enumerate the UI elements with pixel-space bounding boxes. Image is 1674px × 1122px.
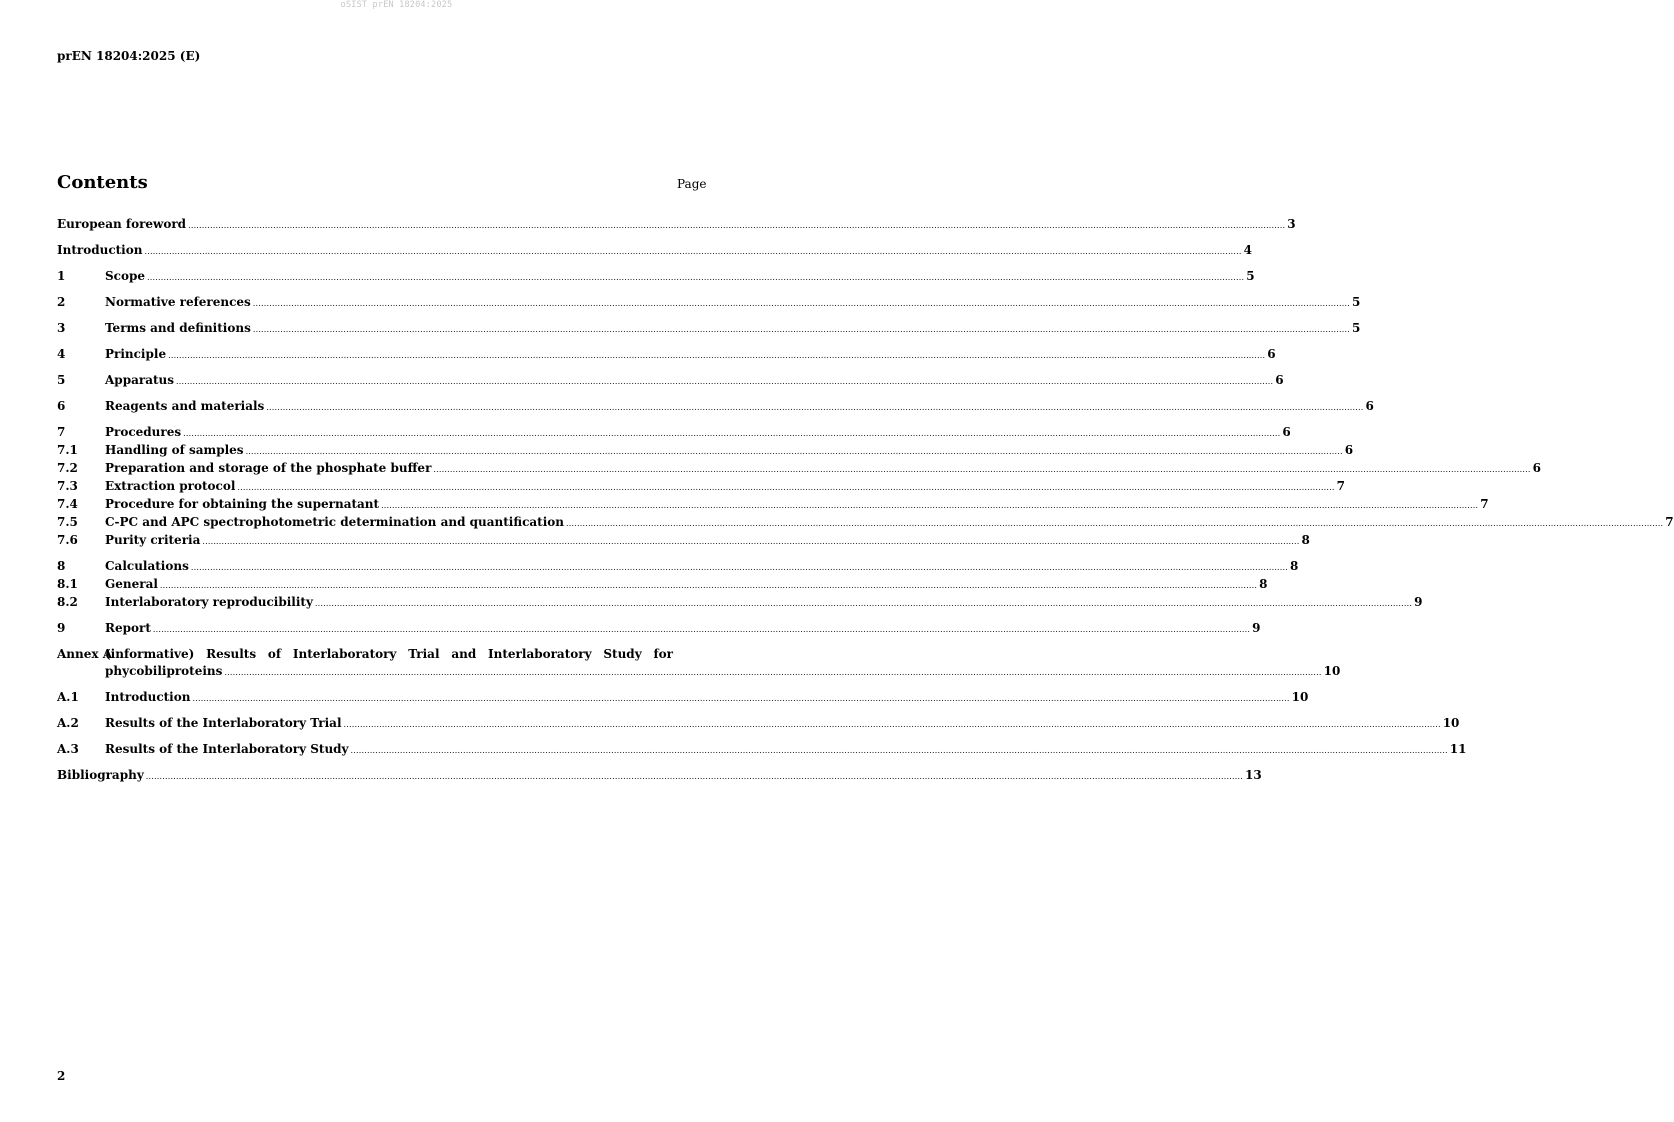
toc-entry-page: 6: [1282, 425, 1291, 439]
toc-entry-page: 10: [1291, 690, 1309, 704]
toc-entry-title: Principle: [105, 347, 167, 361]
leader-dots: ................................................................................................................................................................................................................................................................................................................................................................................................................: [192, 694, 1290, 703]
toc-entry-page: 5: [1352, 321, 1361, 335]
toc-entry-2[interactable]: [57, 294, 1361, 312]
leader-dots: ................................................................................................................................................................................................................................................................................................................................................................................................................: [159, 581, 1258, 590]
toc-entry-foreword[interactable]: [57, 216, 1296, 234]
leader-dots: ................................................................................................................................................................................................................................................................................................................................................................................................................: [152, 625, 1251, 634]
toc-entry-page: 6: [1267, 347, 1276, 361]
toc-entry-1[interactable]: [57, 268, 1255, 286]
toc-entry-a-3[interactable]: [57, 741, 1467, 759]
page-column-label: Page: [677, 177, 707, 191]
toc-entry-number: A.1: [57, 690, 79, 704]
contents-title: Contents: [57, 172, 148, 193]
leader-dots: ................................................................................................................................................................................................................................................................................................................................................................................................................: [381, 501, 1479, 510]
toc-entry-title: Introduction: [57, 243, 143, 257]
toc-entry-annex-a[interactable]: [57, 646, 1341, 681]
toc-entry-7-3[interactable]: [57, 478, 1345, 496]
toc-entry-number: 8.1: [57, 577, 78, 591]
toc-entry-title: Interlaboratory reproducibility: [105, 595, 313, 609]
toc-entry-page: 10: [1442, 716, 1460, 730]
toc-entry-page: 4: [1243, 243, 1253, 257]
watermark: oSIST prEN 18204:2025: [340, 0, 453, 10]
toc-entry-title: Handling of samples: [105, 443, 244, 457]
toc-entry-title: Preparation and storage of the phosphate buffer: [105, 461, 432, 475]
leader-dots: ................................................................................................................................................................................................................................................................................................................................................................................................................: [343, 720, 1441, 729]
toc-entry-7-5[interactable]: [57, 514, 1674, 532]
leader-dots: ................................................................................................................................................................................................................................................................................................................................................................................................................: [252, 325, 1351, 334]
toc-entry-7-2[interactable]: [57, 460, 1541, 478]
toc-entry-title: General: [105, 577, 158, 591]
leader-dots: ................................................................................................................................................................................................................................................................................................................................................................................................................: [168, 351, 1266, 360]
toc-entry-page: 8: [1259, 577, 1268, 591]
leader-dots: ................................................................................................................................................................................................................................................................................................................................................................................................................: [433, 465, 1531, 474]
toc-entry-7-1[interactable]: [57, 442, 1354, 460]
leader-dots: ................................................................................................................................................................................................................................................................................................................................................................................................................: [566, 519, 1664, 528]
toc-entry-title: Results of the Interlaboratory Trial: [105, 716, 342, 730]
toc-entry-page: 3: [1287, 217, 1296, 231]
leader-dots: ................................................................................................................................................................................................................................................................................................................................................................................................................: [183, 429, 1281, 438]
toc-entry-title: Purity criteria: [105, 533, 201, 547]
toc-entry-a-2[interactable]: [57, 715, 1460, 733]
toc-entry-page: 5: [1351, 295, 1361, 309]
toc-entry-page: 6: [1344, 443, 1354, 457]
toc-entry-title: Bibliography: [57, 768, 144, 782]
toc-entry-number: 6: [57, 399, 66, 413]
leader-dots: ................................................................................................................................................................................................................................................................................................................................................................................................................: [145, 772, 1243, 781]
toc-entry-title: Calculations: [105, 559, 189, 573]
toc-entry-page: 6: [1365, 399, 1374, 413]
leader-dots: ................................................................................................................................................................................................................................................................................................................................................................................................................: [188, 221, 1286, 230]
toc-entry-title: Normative references: [105, 295, 251, 309]
toc-entry-number: 7.4: [57, 497, 78, 511]
toc-entry-title: Procedures: [105, 425, 182, 439]
leader-dots: ................................................................................................................................................................................................................................................................................................................................................................................................................: [252, 299, 1350, 308]
toc-entry-number: 2: [57, 295, 66, 309]
toc-entry-8-2[interactable]: [57, 594, 1423, 612]
toc-entry-number: 9: [57, 621, 66, 635]
toc-entry-a-1[interactable]: [57, 689, 1309, 707]
leader-dots: ................................................................................................................................................................................................................................................................................................................................................................................................................: [237, 483, 1335, 492]
toc-entry-page: 6: [1532, 461, 1541, 475]
leader-dots: ................................................................................................................................................................................................................................................................................................................................................................................................................: [144, 247, 1242, 256]
toc-entry-page: 6: [1275, 373, 1284, 387]
toc-entry-number: 8.2: [57, 595, 78, 609]
toc-entry-number: 7.1: [57, 443, 78, 457]
toc-entry-7[interactable]: [57, 424, 1291, 442]
toc-entry-page: 9: [1252, 621, 1261, 635]
leader-dots: ................................................................................................................................................................................................................................................................................................................................................................................................................: [202, 537, 1300, 546]
toc-entry-page: 8: [1301, 533, 1310, 547]
leader-dots: ................................................................................................................................................................................................................................................................................................................................................................................................................: [147, 273, 1245, 282]
toc-entry-number: A.2: [57, 716, 79, 730]
toc-entry-title: Scope: [105, 269, 146, 283]
toc-entry-page: 7: [1336, 479, 1345, 493]
toc-entry-number: 3: [57, 321, 66, 335]
toc-entry-page: 8: [1290, 559, 1299, 573]
toc-entry-page: 5: [1246, 269, 1255, 283]
toc-entry-title: Report: [105, 621, 151, 635]
annex-label: Annex A: [57, 647, 113, 661]
annex-title-line1: (informative) Results of Interlaboratory Trial and Interlaboratory Study for: [105, 647, 673, 661]
toc-entry-page: 9: [1414, 595, 1423, 609]
toc-entry-number: 7.5: [57, 515, 78, 529]
leader-dots: ................................................................................................................................................................................................................................................................................................................................................................................................................: [176, 377, 1274, 386]
toc-entry-9[interactable]: [57, 620, 1261, 638]
toc-entry-title: Results of the Interlaboratory Study: [105, 742, 349, 756]
toc-entry-number: 7.3: [57, 479, 78, 493]
toc-entry-number: 1: [57, 269, 66, 283]
table-of-contents: [57, 216, 1674, 785]
toc-entry-number: 5: [57, 373, 66, 387]
toc-entry-title: Apparatus: [105, 373, 174, 387]
toc-entry-title: Reagents and materials: [105, 399, 265, 413]
toc-entry-number: A.3: [57, 742, 79, 756]
toc-entry-number: 4: [57, 347, 66, 361]
toc-entry-4[interactable]: [57, 346, 1276, 364]
toc-entry-3[interactable]: [57, 320, 1361, 338]
toc-entry-title: Procedure for obtaining the supernatant: [105, 497, 380, 511]
leader-dots: ................................................................................................................................................................................................................................................................................................................................................................................................................: [266, 403, 1364, 412]
toc-entry-page: 7: [1665, 515, 1674, 529]
leader-dots: ................................................................................................................................................................................................................................................................................................................................................................................................................: [245, 447, 1343, 456]
leader-dots: ................................................................................................................................................................................................................................................................................................................................................................................................................: [314, 599, 1413, 608]
leader-dots: ................................................................................................................................................................................................................................................................................................................................................................................................................: [350, 746, 1448, 755]
document-id: prEN 18204:2025 (E): [57, 49, 201, 63]
toc-entry-number: 8: [57, 559, 66, 573]
leader-dots: ................................................................................................................................................................................................................................................................................................................................................................................................................: [224, 668, 1322, 677]
toc-entry-title: Terms and definitions: [105, 321, 251, 335]
toc-entry-6[interactable]: [57, 398, 1374, 416]
toc-entry-introduction[interactable]: [57, 242, 1253, 260]
toc-entry-bibliography[interactable]: [57, 767, 1262, 785]
toc-entry-number: 7: [57, 425, 66, 439]
toc-entry-page: 10: [1323, 664, 1341, 678]
toc-entry-5[interactable]: [57, 372, 1284, 390]
toc-entry-title: European foreword: [57, 217, 187, 231]
toc-entry-page: 13: [1244, 768, 1262, 782]
toc-entry-title: Introduction: [105, 690, 191, 704]
toc-entry-title: Extraction protocol: [105, 479, 236, 493]
page-number: 2: [57, 1069, 66, 1083]
toc-entry-8[interactable]: [57, 558, 1299, 576]
toc-entry-number: 7.6: [57, 533, 78, 547]
toc-entry-page: 11: [1449, 742, 1467, 756]
toc-entry-title: C-PC and APC spectrophotometric determination and quantification: [105, 515, 564, 529]
annex-title-line2: phycobiliproteins: [105, 664, 223, 678]
toc-entry-7-4[interactable]: [57, 496, 1489, 514]
toc-entry-page: 7: [1480, 497, 1489, 511]
toc-entry-8-1[interactable]: [57, 576, 1268, 594]
toc-entry-7-6[interactable]: [57, 532, 1310, 550]
leader-dots: ................................................................................................................................................................................................................................................................................................................................................................................................................: [190, 563, 1289, 572]
toc-entry-number: 7.2: [57, 461, 78, 475]
